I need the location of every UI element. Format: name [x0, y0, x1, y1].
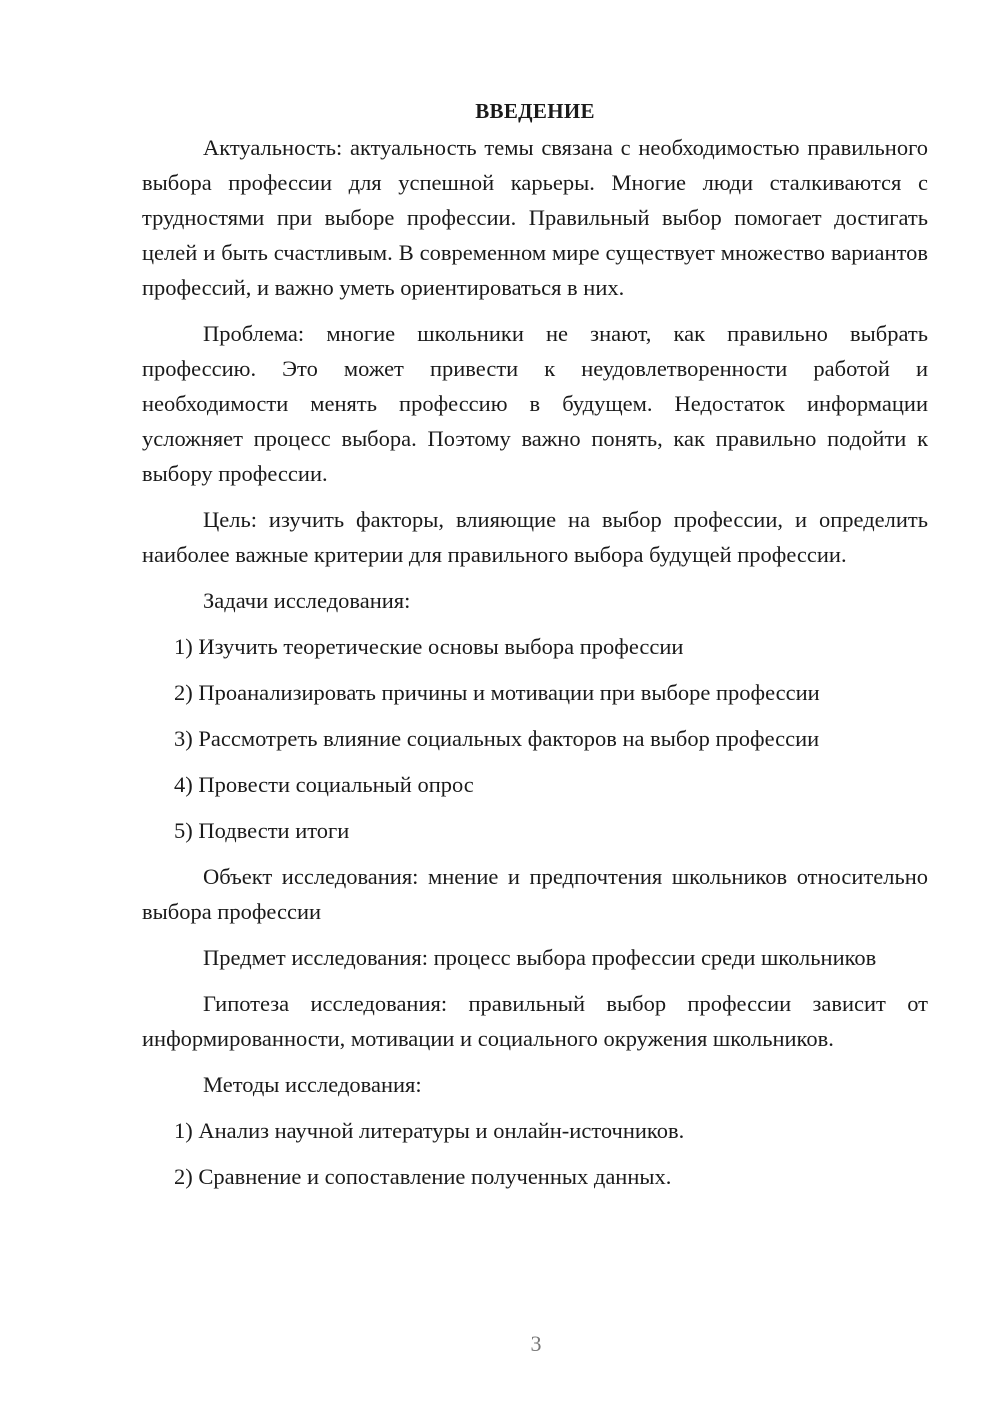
section-title: ВВЕДЕНИЕ: [475, 99, 595, 123]
paragraph-problem: Проблема: многие школьники не знают, как правильно выбрать профессию. Это может привести к неудовлетворенности работой и необходимости менять профессию в будущем. Недостаток информации усложняет процесс выбора. Поэтому важно понять, как правильно подойти к выбору профессии.: [142, 321, 928, 486]
document-page: [142, 94, 928, 1194]
paragraph-object: Объект исследования: мнение и предпочтения школьников относительно выбора профессии: [142, 864, 928, 924]
tasks-list: [142, 629, 928, 848]
paragraph-hypothesis: Гипотеза исследования: правильный выбор профессии зависит от информированности, мотивации и социального окружения школьников.: [142, 991, 928, 1051]
methods-heading: Методы исследования:: [203, 1072, 422, 1097]
list-item-task: 5) Подвести итоги: [174, 818, 350, 843]
list-item-method: 1) Анализ научной литературы и онлайн-источников.: [174, 1118, 685, 1143]
list-item-task: 1) Изучить теоретические основы выбора профессии: [174, 634, 684, 659]
list-item-task: 2) Проанализировать причины и мотивации при выборе профессии: [174, 680, 820, 705]
paragraph-goal: Цель: изучить факторы, влияющие на выбор профессии, и определить наиболее важные критерии для правильного выбора будущей профессии.: [142, 507, 928, 567]
list-item-task: 4) Провести социальный опрос: [174, 772, 474, 797]
methods-list: [142, 1113, 928, 1194]
page-number: 3: [530, 1331, 542, 1356]
paragraph-relevance: Актуальность: актуальность темы связана с необходимостью правильного выбора профессии для успешной карьеры. Многие люди сталкиваются с трудностями при выборе профессии. Правильный выбор помогает достигать целей и быть счастливым. В современном мире существует множество вариантов профессий, и важно уметь ориентироваться в них.: [142, 135, 928, 300]
paragraph-subject: Предмет исследования: процесс выбора профессии среди школьников: [203, 945, 877, 970]
list-item-task: 3) Рассмотреть влияние социальных факторов на выбор профессии: [174, 726, 820, 751]
list-item-method: 2) Сравнение и сопоставление полученных данных.: [174, 1164, 672, 1189]
tasks-heading: Задачи исследования:: [203, 588, 411, 613]
